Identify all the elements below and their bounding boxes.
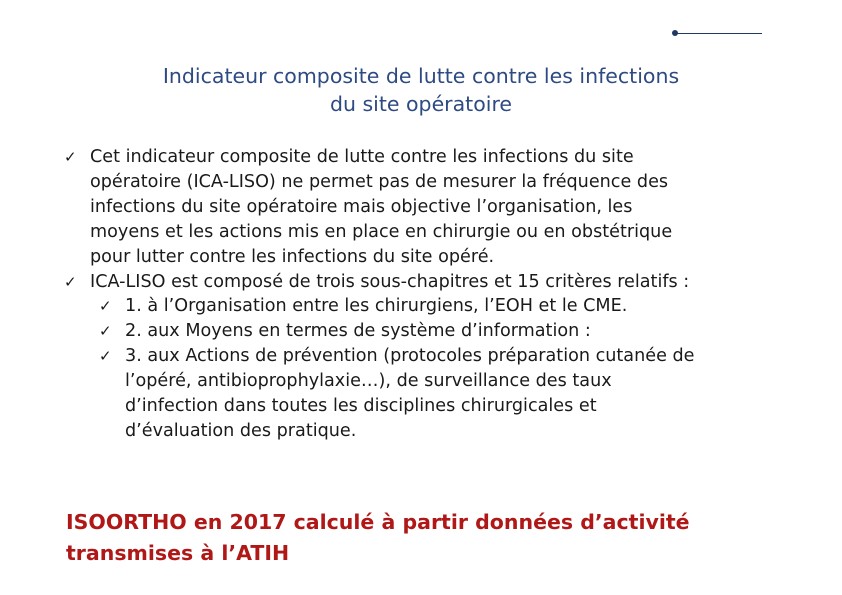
bullet-1-line-5: pour lutter contre les infections du site opéré.	[90, 246, 495, 267]
sub-bullet-2-line-1: 2. aux Moyens en termes de système d’information :	[125, 321, 591, 342]
sub-bullet-3-line-4: d’évaluation des pratique.	[125, 420, 357, 441]
slide-body	[64, 145, 784, 444]
sub-bullet-3-line-3: d’infection dans toutes les disciplines chirurgicales et	[125, 396, 597, 417]
decoration-line	[677, 33, 762, 34]
slide-title	[0, 62, 842, 118]
sub-bullet-3-line-2: l’opéré, antibioprophylaxie…), de surveillance des taux	[125, 371, 612, 392]
title-line-1: Indicateur composite de lutte contre les infections	[162, 64, 680, 88]
footer-line-1: ISOORTHO en 2017 calculé à partir données d’activité	[66, 510, 690, 534]
sub-bullet-3	[64, 344, 784, 444]
bullet-1-line-1: Cet indicateur composite de lutte contre les infections du site	[90, 147, 634, 167]
checkmark-icon: ✓	[99, 297, 112, 316]
bullet-2-text: ICA-LISO est composé de trois sous-chapitres et 15 critères relatifs :	[90, 271, 690, 292]
sub-bullet-3-line-1: 3. aux Actions de prévention (protocoles préparation cutanée de	[125, 346, 695, 367]
title-line-2: du site opératoire	[329, 92, 513, 116]
checkmark-icon: ✓	[99, 322, 112, 341]
bullet-item-1	[64, 145, 784, 270]
checkmark-icon: ✓	[64, 148, 77, 166]
bullet-1-line-3: infections du site opératoire mais objective l’organisation, les	[90, 196, 633, 217]
sub-bullet-1	[64, 294, 784, 319]
checkmark-icon: ✓	[64, 272, 77, 291]
sub-bullet-1-line-1: 1. à l’Organisation entre les chirurgiens, l’EOH et le CME.	[125, 296, 628, 317]
footer-line-2: transmises à l’ATIH	[66, 541, 290, 565]
checkmark-icon: ✓	[99, 347, 112, 366]
footer-highlight	[66, 507, 690, 569]
header-decoration	[672, 29, 762, 37]
sub-bullet-2	[64, 319, 784, 344]
bullet-1-line-4: moyens et les actions mis en place en chirurgie ou en obstétrique	[90, 221, 673, 242]
bullet-item-2	[64, 270, 784, 444]
bullet-1-line-2: opératoire (ICA-LISO) ne permet pas de mesurer la fréquence des	[90, 171, 669, 192]
